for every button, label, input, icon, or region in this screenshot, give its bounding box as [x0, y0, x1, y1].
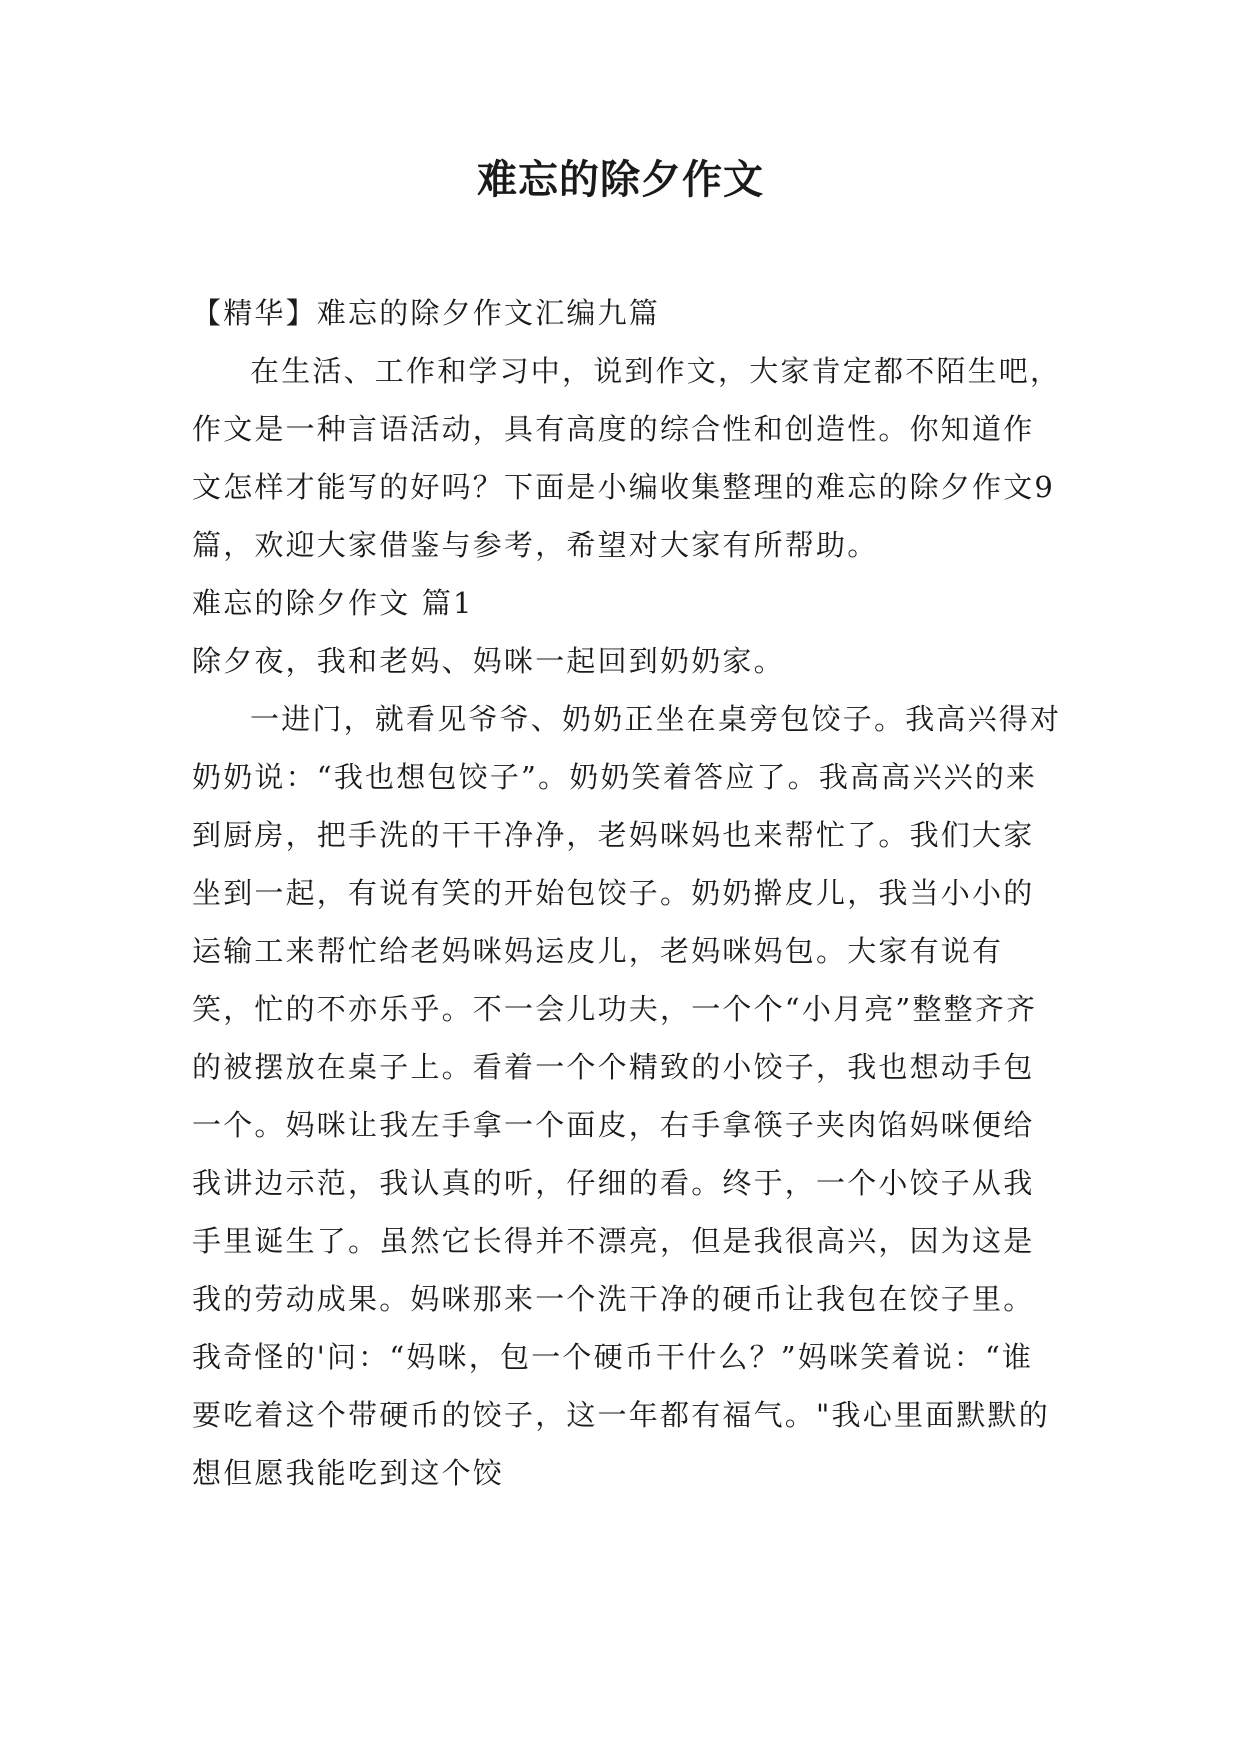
body-paragraph: 除夕夜，我和老妈、妈咪一起回到奶奶家。 — [192, 644, 785, 678]
subtitle-line: 【精华】难忘的除夕作文汇编九篇 — [192, 296, 661, 330]
document-title: 难忘的除夕作文 — [477, 157, 764, 203]
intro-paragraph: 在生活、工作和学习中，说到作文，大家肯定都不陌生吧，作文是一种言语活动，具有高度的综合性和创造性。你知道作文怎样才能写的好吗？下面是小编收集整理的难忘的除夕作文9篇，欢迎大家借鉴与参考，希望对大家有所帮助。 — [192, 354, 1062, 562]
section-heading: 难忘的除夕作文 篇1 — [192, 586, 474, 620]
document-body — [192, 284, 1064, 1502]
body-paragraph: 一进门，就看见爷爷、奶奶正坐在桌旁包饺子。我高兴得对奶奶说：“我也想包饺子”。奶奶笑着答应了。我高高兴兴的来到厨房，把手洗的干干净净，老妈咪妈也来帮忙了。我们大家坐到一起，有说有笑的开始包饺子。奶奶擀皮儿，我当小小的运输工来帮忙给老妈咪妈运皮儿，老妈咪妈包。大家有说有笑，忙的不亦乐乎。不一会儿功夫，一个个“小月亮”整整齐齐的被摆放在桌子上。看着一个个精致的小饺子，我也想动手包一个。妈咪让我左手拿一个面皮，右手拿筷子夹肉馅妈咪便给我讲边示范，我认真的听，仔细的看。终于，一个小饺子从我手里诞生了。虽然它长得并不漂亮，但是我很高兴，因为这是我的劳动成果。妈咪那来一个洗干净的硬币让我包在饺子里。我奇怪的'问：“妈咪，包一个硬币干什么？”妈咪笑着说：“谁要吃着这个带硬币的饺子，这一年都有福气。"我心里面默默的想但愿我能吃到这个饺 — [192, 702, 1062, 1490]
